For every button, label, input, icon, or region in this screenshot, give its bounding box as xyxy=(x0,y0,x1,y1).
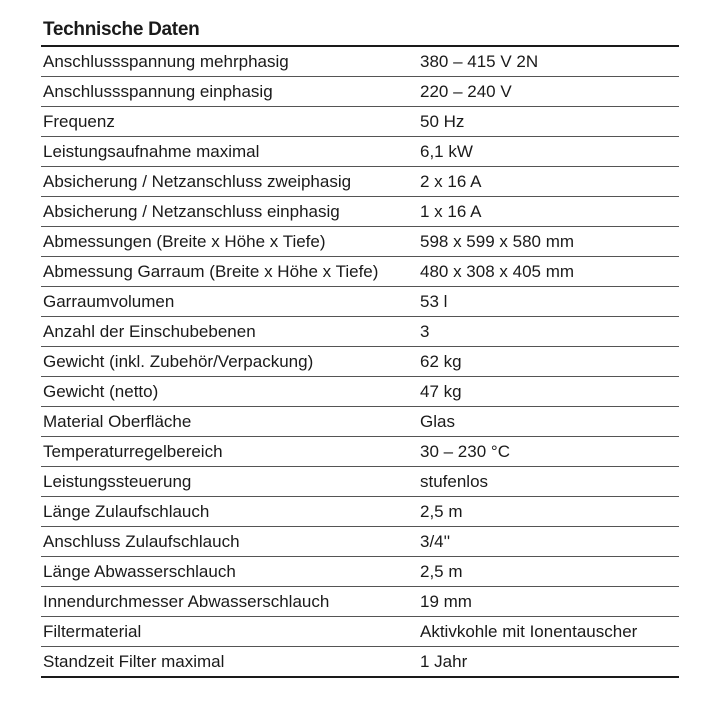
spec-label: Material Oberfläche xyxy=(41,407,417,437)
table-row xyxy=(41,227,679,257)
spec-label: Gewicht (inkl. Zubehör/Verpackung) xyxy=(41,347,417,377)
spec-label: Anschluss Zulaufschlauch xyxy=(41,527,417,557)
spec-value: 1 x 16 A xyxy=(417,197,679,227)
spec-value: 3 xyxy=(417,317,679,347)
spec-label: Abmessung Garraum (Breite x Höhe x Tiefe) xyxy=(41,257,417,287)
table-row xyxy=(41,587,679,617)
table-row xyxy=(41,107,679,137)
spec-value: 19 mm xyxy=(417,587,679,617)
table-row xyxy=(41,77,679,107)
spec-label: Abmessungen (Breite x Höhe x Tiefe) xyxy=(41,227,417,257)
spec-value: Aktivkohle mit Ionentauscher xyxy=(417,617,679,647)
spec-label: Innendurchmesser Abwasserschlauch xyxy=(41,587,417,617)
spec-label: Frequenz xyxy=(41,107,417,137)
spec-value: 30 – 230 °C xyxy=(417,437,679,467)
spec-label: Leistungssteuerung xyxy=(41,467,417,497)
table-row xyxy=(41,377,679,407)
spec-value: 220 – 240 V xyxy=(417,77,679,107)
spec-label: Absicherung / Netzanschluss einphasig xyxy=(41,197,417,227)
spec-label: Anschlussspannung mehrphasig xyxy=(41,46,417,77)
spec-value: 53 l xyxy=(417,287,679,317)
table-row xyxy=(41,497,679,527)
table-row xyxy=(41,317,679,347)
table-row xyxy=(41,467,679,497)
table-row xyxy=(41,407,679,437)
spec-table xyxy=(41,45,679,678)
spec-value: 2 x 16 A xyxy=(417,167,679,197)
table-row xyxy=(41,137,679,167)
table-row xyxy=(41,167,679,197)
table-row xyxy=(41,197,679,227)
spec-value: 598 x 599 x 580 mm xyxy=(417,227,679,257)
spec-label: Leistungsaufnahme maximal xyxy=(41,137,417,167)
table-row xyxy=(41,557,679,587)
table-row xyxy=(41,287,679,317)
spec-label: Garraumvolumen xyxy=(41,287,417,317)
spec-label: Anschlussspannung einphasig xyxy=(41,77,417,107)
spec-value: stufenlos xyxy=(417,467,679,497)
spec-table-body xyxy=(41,46,679,677)
table-row xyxy=(41,617,679,647)
table-row xyxy=(41,347,679,377)
spec-value: 62 kg xyxy=(417,347,679,377)
spec-value: 1 Jahr xyxy=(420,652,468,671)
spec-label: Länge Abwasserschlauch xyxy=(41,557,417,587)
spec-label: Filtermaterial xyxy=(41,617,417,647)
spec-value: 480 x 308 x 405 mm xyxy=(417,257,679,287)
table-row xyxy=(41,257,679,287)
spec-label: Gewicht (netto) xyxy=(41,377,417,407)
spec-value: 47 kg xyxy=(417,377,679,407)
spec-value: 2,5 m xyxy=(417,557,679,587)
table-row xyxy=(41,527,679,557)
page-title: Technische Daten xyxy=(43,19,200,40)
spec-value: 2,5 m xyxy=(417,497,679,527)
table-row xyxy=(41,46,679,77)
spec-value: Glas xyxy=(417,407,679,437)
spec-value: 380 – 415 V 2N xyxy=(417,46,679,77)
spec-value: 3/4'' xyxy=(417,527,679,557)
spec-value: 6,1 kW xyxy=(417,137,679,167)
spec-label: Anzahl der Einschubebenen xyxy=(41,317,417,347)
table-row xyxy=(41,437,679,467)
table-row xyxy=(41,647,679,678)
spec-label: Temperaturregelbereich xyxy=(41,437,417,467)
spec-value: 50 Hz xyxy=(417,107,679,137)
spec-label: Länge Zulaufschlauch xyxy=(41,497,417,527)
spec-label: Standzeit Filter maximal xyxy=(43,652,225,671)
spec-label: Absicherung / Netzanschluss zweiphasig xyxy=(41,167,417,197)
